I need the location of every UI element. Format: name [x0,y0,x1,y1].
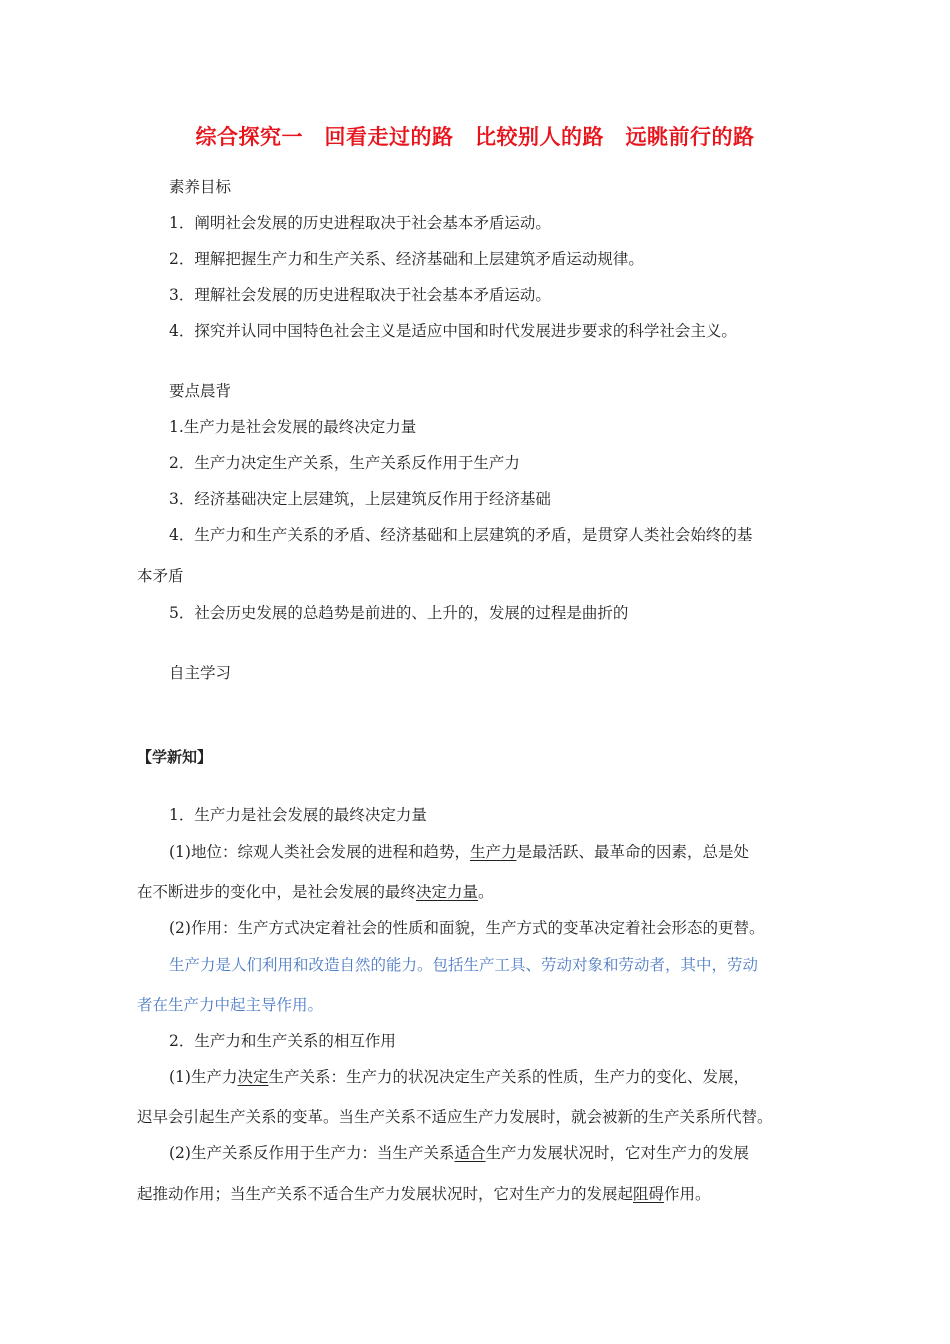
section-heading-goals: 素养目标 [169,178,232,196]
section-heading-selfstudy: 自主学习 [169,664,232,682]
page-title: 综合探究一 回看走过的路 比较别人的路 远眺前行的路 [195,125,755,149]
goal-item: 4．探究并认同中国特色社会主义是适应中国和时代发展进步要求的科学社会主义。 [169,322,737,340]
keypoint-item: 3．经济基础决定上层建筑，上层建筑反作用于经济基础 [169,490,551,508]
underlined-term: 决定力量 [416,883,479,901]
paragraph-heading: 2．生产力和生产关系的相互作用 [169,1032,396,1050]
paragraph-line: (1)生产力决定生产关系：生产力的状况决定生产关系的性质，生产力的变化、发展， [169,1068,749,1086]
blue-note-line: 者在生产力中起主导作用。 [137,996,324,1014]
blue-note-line: 生产力是人们利用和改造自然的能力。包括生产工具、劳动对象和劳动者，其中，劳动 [169,956,759,974]
goal-item: 2．理解把握生产力和生产关系、经济基础和上层建筑矛盾运动规律。 [169,250,644,268]
paragraph-line: (2)生产关系反作用于生产力：当生产关系适合生产力发展状况时，它对生产力的发展 [169,1144,749,1162]
paragraph-line: (1)地位：综观人类社会发展的进程和趋势，生产力是最活跃、最革命的因素，总是处 [169,843,749,861]
keypoint-item: 4．生产力和生产关系的矛盾、经济基础和上层建筑的矛盾，是贯穿人类社会始终的基 [169,526,753,544]
paragraph-heading: 1．生产力是社会发展的最终决定力量 [169,806,427,824]
keypoint-item: 2．生产力决定生产关系，生产关系反作用于生产力 [169,454,520,472]
section-heading-keypoints: 要点晨背 [169,382,232,400]
underlined-term: 决定 [237,1068,269,1086]
underlined-term: 适合 [454,1144,486,1162]
underlined-term: 阻碍 [633,1185,665,1203]
goal-item: 1．阐明社会发展的历史进程取决于社会基本矛盾运动。 [169,214,551,232]
underlined-term: 生产力 [469,843,517,861]
subheading-new-knowledge: 【学新知】 [137,748,213,766]
keypoint-item-continued: 本矛盾 [137,567,184,585]
paragraph-line: (2)作用：生产方式决定着社会的性质和面貌，生产方式的变革决定着社会形态的更替。 [169,919,765,937]
keypoint-item: 5．社会历史发展的总趋势是前进的、上升的，发展的过程是曲折的 [169,604,629,622]
keypoint-item: 1.生产力是社会发展的最终决定力量 [169,418,417,436]
paragraph-line: 在不断进步的变化中，是社会发展的最终决定力量。 [137,883,494,901]
paragraph-line: 迟早会引起生产关系的变革。当生产关系不适应生产力发展时，就会被新的生产关系所代替。 [137,1108,773,1126]
paragraph-line: 起推动作用；当生产关系不适合生产力发展状况时，它对生产力的发展起阻碍作用。 [137,1185,711,1203]
goal-item: 3．理解社会发展的历史进程取决于社会基本矛盾运动。 [169,286,551,304]
